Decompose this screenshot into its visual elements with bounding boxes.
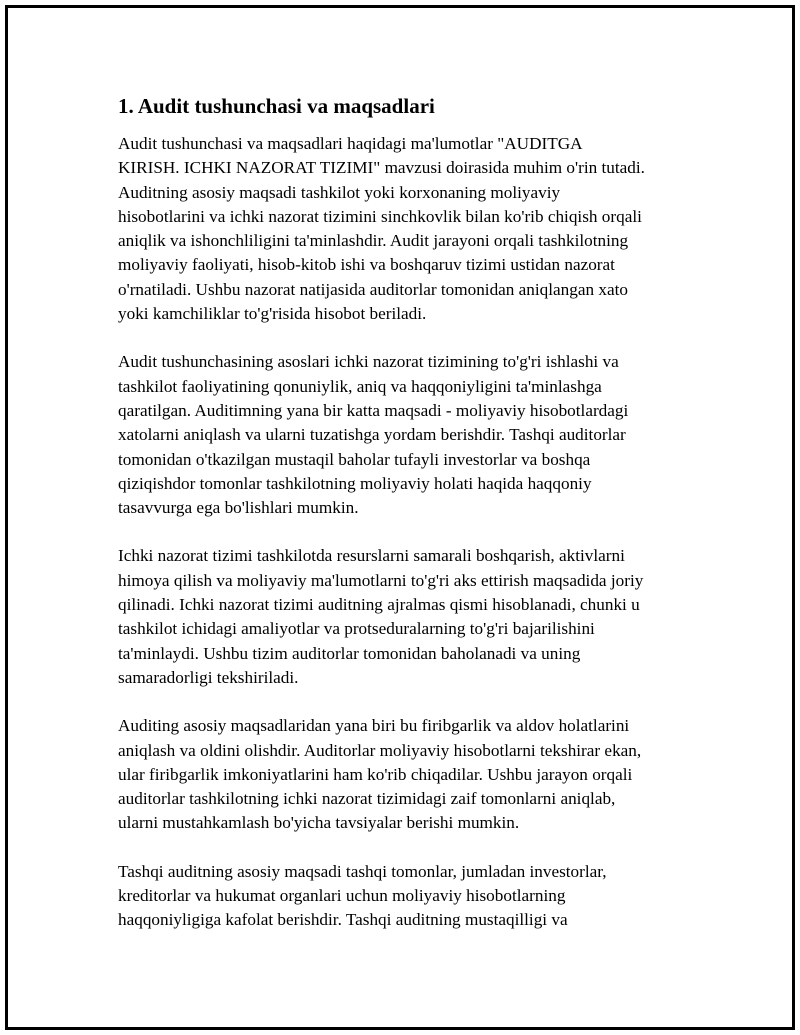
text-line: yoki kamchiliklar to'g'risida hisobot beriladi. xyxy=(118,304,427,324)
paragraph-2 xyxy=(118,350,698,520)
text-line: KIRISH. ICHKI NAZORAT TIZIMI" mavzusi doirasida muhim o'rin tutadi. xyxy=(118,158,645,178)
text-line: qaratilgan. Auditimning yana bir katta maqsadi - moliyaviy hisobotlardagi xyxy=(118,400,629,420)
text-line: ular firibgarlik imkoniyatlarini ham ko'rib chiqadilar. Ushbu jarayon orqali xyxy=(118,764,633,784)
text-line: aniqlik va ishonchliligini ta'minlashdir. Audit jarayoni orqali tashkilotning xyxy=(118,231,629,251)
text-line: qilinadi. Ichki nazorat tizimi auditning ajralmas qismi hisoblanadi, chunki u xyxy=(118,595,640,615)
text-line: samaradorligi tekshiriladi. xyxy=(118,667,299,687)
text-line: aniqlash va oldini olishdir. Auditorlar moliyaviy hisobotlarni tekshirar ekan, xyxy=(118,740,642,760)
text-line: Tashqi auditning asosiy maqsadi tashqi tomonlar, jumladan investorlar, xyxy=(118,861,607,881)
text-line: kreditorlar va hukumat organlari uchun moliyaviy hisobotlarning xyxy=(118,886,566,906)
paragraph-3 xyxy=(118,544,698,690)
text-line: Audit tushunchasining asoslari ichki nazorat tizimining to'g'ri ishlashi va xyxy=(118,352,619,372)
text-line: ularni mustahkamlash bo'yicha tavsiyalar berishi mumkin. xyxy=(118,813,520,833)
text-line: tasavvurga ega bo'lishlari mumkin. xyxy=(118,498,359,518)
text-line: auditorlar tashkilotning ichki nazorat tizimidagi zaif tomonlarni aniqlab, xyxy=(118,789,616,809)
text-line: hisobotlarini va ichki nazorat tizimini sinchkovlik bilan ko'rib chiqish orqali xyxy=(118,206,642,226)
section-heading: 1. Audit tushunchasi va maqsadlari xyxy=(118,94,435,118)
document-body xyxy=(118,92,698,933)
text-line: tashkilot faoliyatining qonuniylik, aniq va haqqoniyligini ta'minlashga xyxy=(118,376,602,396)
text-line: qiziqishdor tomonlar tashkilotning moliyaviy holati haqida haqqoniy xyxy=(118,473,592,493)
text-line: xatolarni aniqlash va ularni tuzatishga yordam berishdir. Tashqi auditorlar xyxy=(118,425,626,445)
text-line: himoya qilish va moliyaviy ma'lumotlarni to'g'ri aks ettirish maqsadida joriy xyxy=(118,570,644,590)
paragraph-1 xyxy=(118,132,698,326)
text-line: Audit tushunchasi va maqsadlari haqidagi ma'lumotlar "AUDITGA xyxy=(118,134,583,153)
text-line: moliyaviy faoliyati, hisob-kitob ishi va boshqaruv tizimi ustidan nazorat xyxy=(118,255,615,275)
paragraph-5 xyxy=(118,860,698,933)
text-line: Auditing asosiy maqsadlaridan yana biri bu firibgarlik va aldov holatlarini xyxy=(118,716,630,736)
text-line: tashkilot ichidagi amaliyotlar va protseduralarning to'g'ri bajarilishini xyxy=(118,619,595,639)
paragraph-4 xyxy=(118,714,698,835)
text-line: o'rnatiladi. Ushbu nazorat natijasida auditorlar tomonidan aniqlangan xato xyxy=(118,279,628,299)
text-line: Auditning asosiy maqsadi tashkilot yoki korxonaning moliyaviy xyxy=(118,182,561,202)
text-line: tomonidan o'tkazilgan mustaqil baholar tufayli investorlar va boshqa xyxy=(118,449,591,469)
text-line: haqqoniyligiga kafolat berishdir. Tashqi auditning mustaqilligi va xyxy=(118,910,568,930)
text-line: Ichki nazorat tizimi tashkilotda resurslarni samarali boshqarish, aktivlarni xyxy=(118,546,625,566)
text-line: ta'minlaydi. Ushbu tizim auditorlar tomonidan baholanadi va uning xyxy=(118,643,581,663)
